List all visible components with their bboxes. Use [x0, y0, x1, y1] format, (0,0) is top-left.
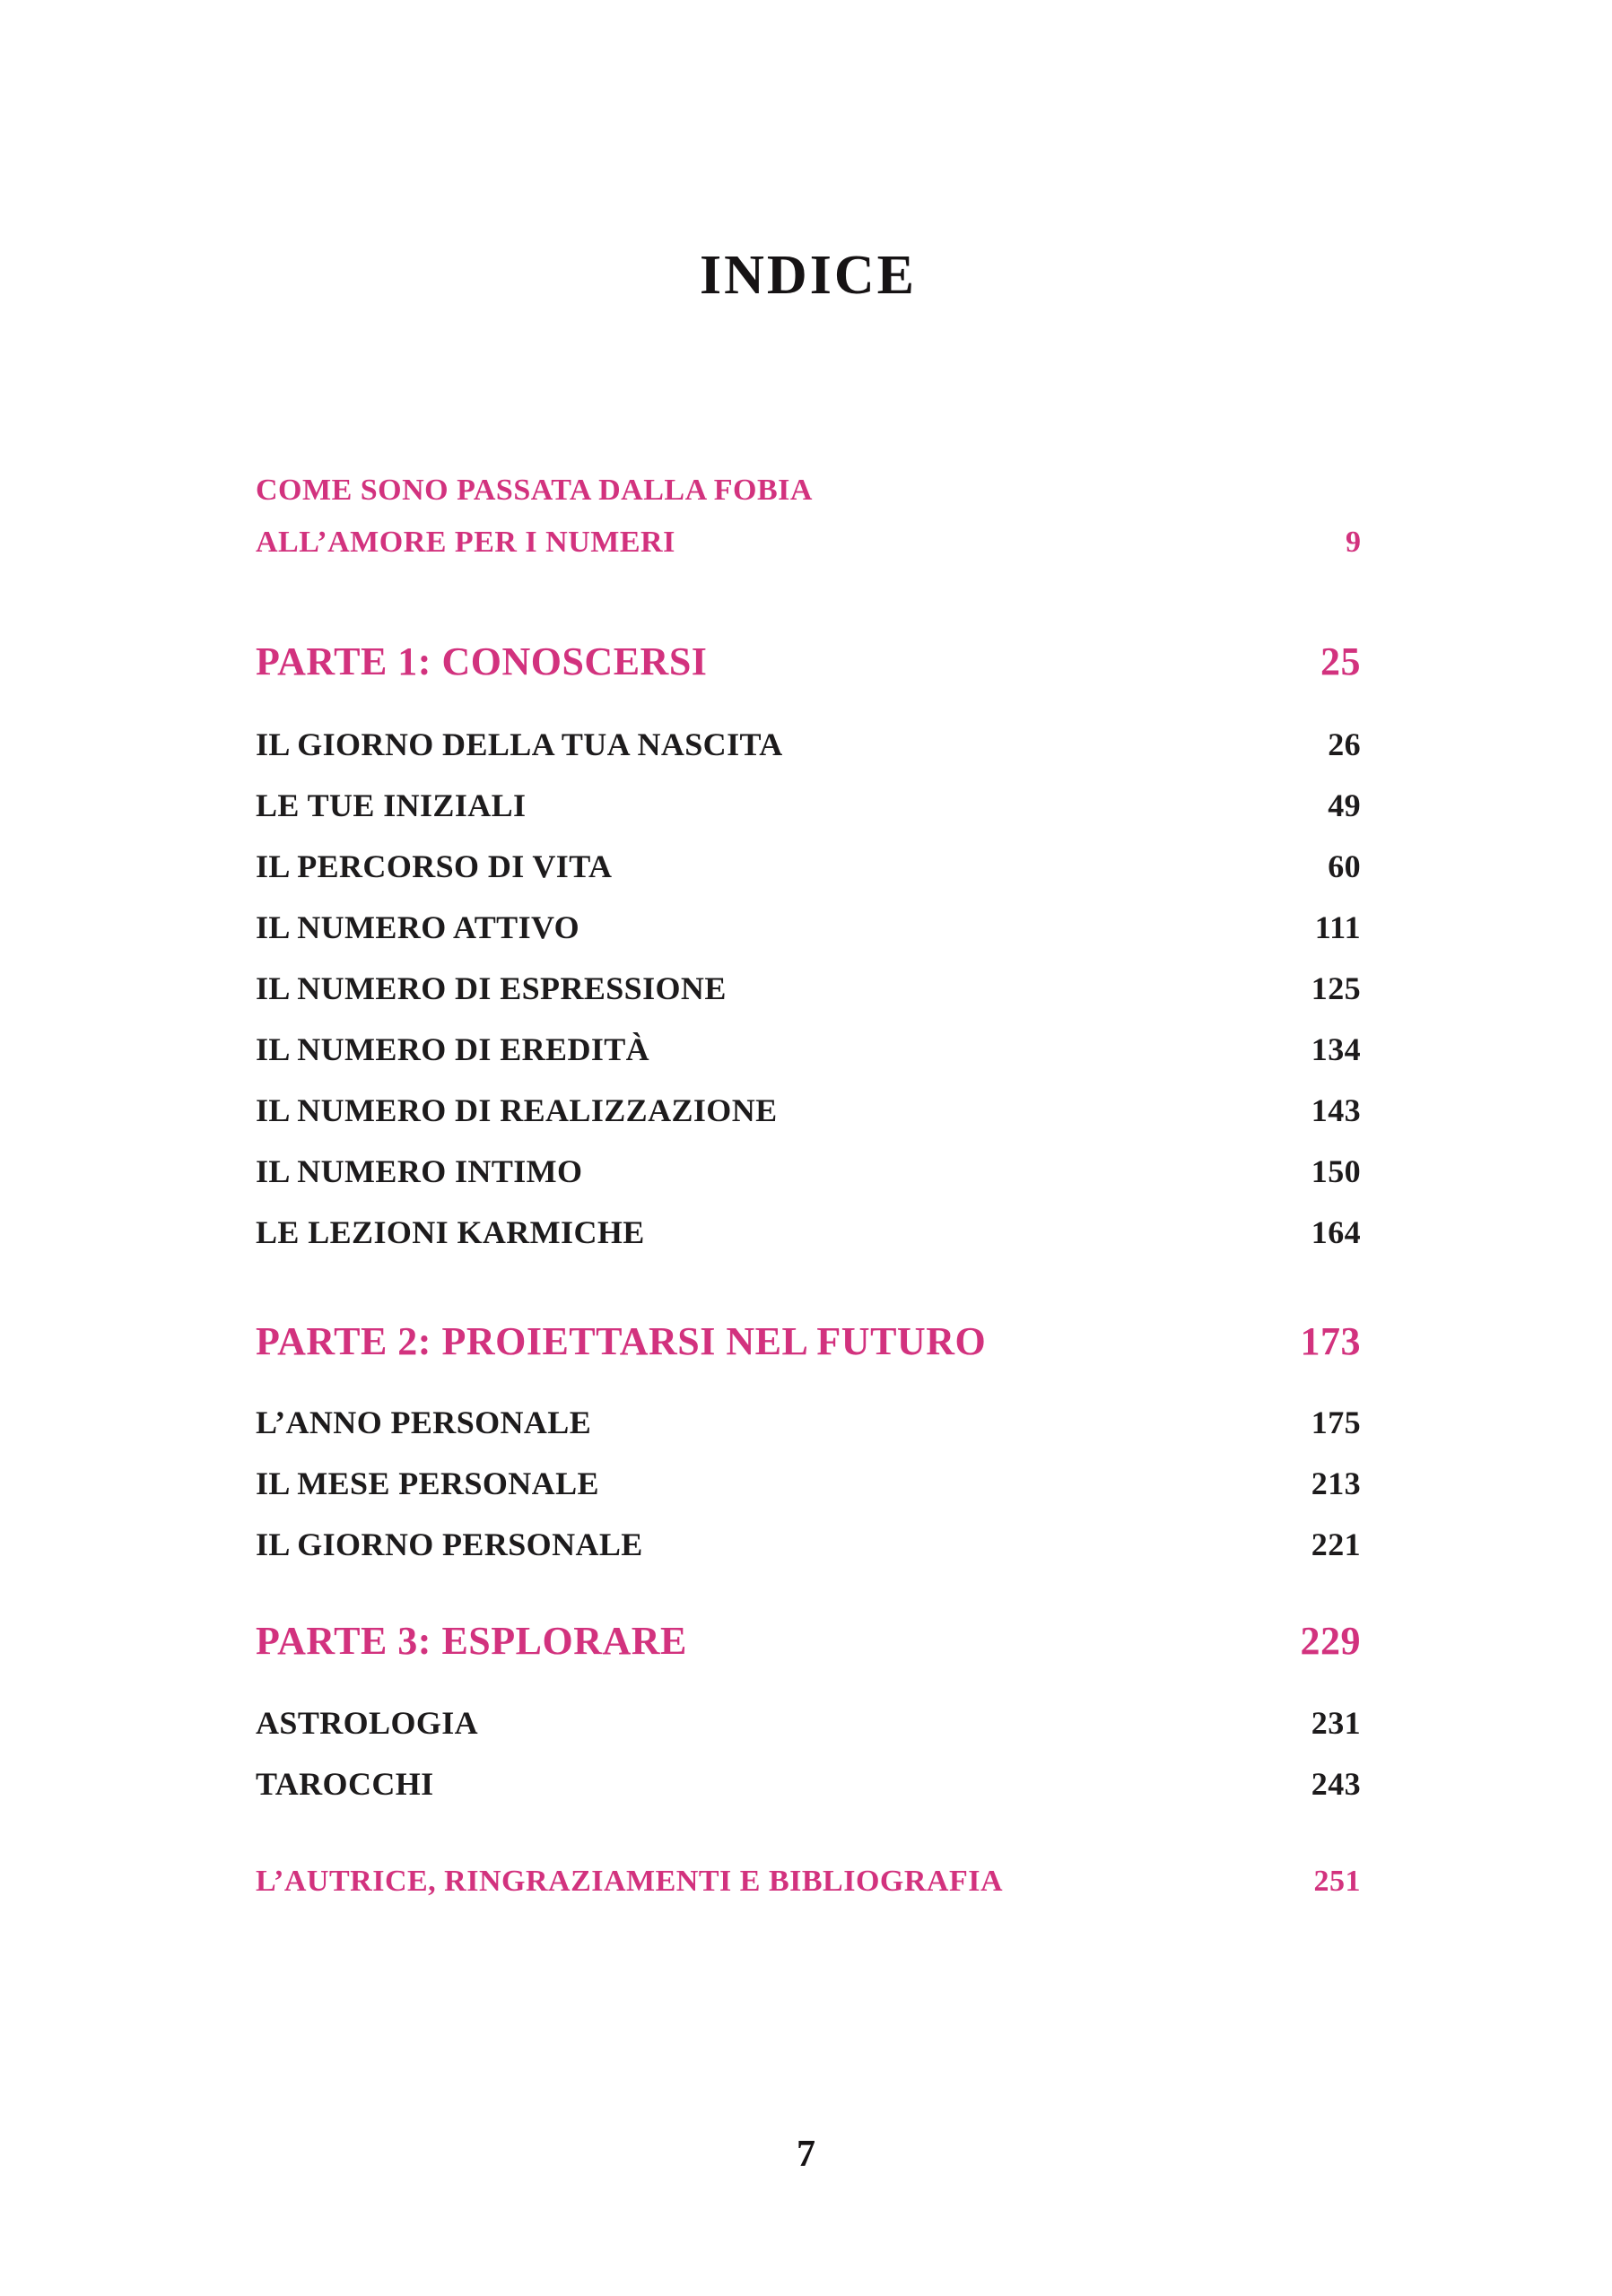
toc-entry — [256, 1019, 1361, 1080]
toc-entry — [256, 1514, 1361, 1575]
toc-entry-intro-label — [256, 465, 813, 569]
section-heading-page: 229 — [1300, 1619, 1361, 1663]
toc-entry-page: 175 — [1311, 1405, 1361, 1440]
section-heading-page: 25 — [1320, 639, 1361, 683]
section-items-parte-3 — [256, 1692, 1361, 1814]
section-heading-parte-1 — [256, 639, 1361, 683]
toc-entry-label: L’ANNO PERSONALE — [256, 1405, 592, 1440]
toc-entry-label: IL NUMERO DI REALIZZAZIONE — [256, 1092, 778, 1128]
toc-entry — [256, 1392, 1361, 1453]
footer-page-number: 7 — [797, 2134, 815, 2175]
toc-entry-page: 125 — [1311, 970, 1361, 1006]
page-title: INDICE — [700, 245, 917, 306]
toc-entry-label: L’AUTRICE, RINGRAZIAMENTI E BIBLIOGRAFIA — [256, 1865, 1003, 1898]
toc-entry — [256, 1202, 1361, 1263]
toc-entry — [256, 1453, 1361, 1514]
toc-entry-page: 213 — [1311, 1465, 1361, 1501]
toc-entry-page: 111 — [1314, 909, 1361, 945]
toc-entry-page: 221 — [1311, 1526, 1361, 1562]
toc-entry-intro-line-2: ALL’AMORE PER I NUMERI — [256, 526, 675, 559]
toc-entry-page: 49 — [1328, 787, 1361, 823]
section-heading-page: 173 — [1300, 1319, 1361, 1363]
toc-entry-page: 251 — [1313, 1865, 1361, 1898]
section-heading-label: PARTE 2: PROIETTARSI NEL FUTURO — [256, 1319, 987, 1363]
toc-entry — [256, 775, 1361, 836]
section-heading-parte-3 — [256, 1619, 1361, 1663]
toc-entry-label: IL GIORNO DELLA TUA NASCITA — [256, 726, 783, 762]
toc-entry-page: 26 — [1328, 726, 1361, 762]
toc-entry — [256, 1753, 1361, 1814]
toc-entry-label: ASTROLOGIA — [256, 1705, 479, 1741]
toc-entry — [256, 958, 1361, 1019]
toc-entry-intro-line-1: COME SONO PASSATA DALLA FOBIA — [256, 474, 813, 507]
toc-entry-label: IL GIORNO PERSONALE — [256, 1526, 643, 1562]
section-heading-label: PARTE 1: CONOSCERSI — [256, 639, 708, 683]
toc-entry-label: IL NUMERO DI ESPRESSIONE — [256, 970, 727, 1006]
toc-entry-page: 243 — [1311, 1766, 1361, 1802]
toc-entry-page: 231 — [1311, 1705, 1361, 1741]
toc-entry — [256, 1080, 1361, 1141]
toc-entry-page: 150 — [1311, 1153, 1361, 1189]
toc-entry — [256, 714, 1361, 775]
section-items-parte-2 — [256, 1392, 1361, 1575]
toc-entry-label: LE TUE INIZIALI — [256, 787, 527, 823]
toc-entry-label: IL NUMERO ATTIVO — [256, 909, 580, 945]
toc-entry-label: IL NUMERO DI EREDITÀ — [256, 1031, 650, 1067]
toc-entry — [256, 897, 1361, 958]
toc-entry-label: IL PERCORSO DI VITA — [256, 848, 613, 884]
section-items-parte-1 — [256, 714, 1361, 1263]
toc-content — [256, 0, 1361, 1897]
toc-entry-page: 134 — [1311, 1031, 1361, 1067]
toc-entry-label: TAROCCHI — [256, 1766, 434, 1802]
toc-entry — [256, 1692, 1361, 1753]
toc-entry-intro — [256, 465, 1361, 569]
toc-entry-closing — [256, 1866, 1361, 1897]
toc-entry-page: 164 — [1311, 1214, 1361, 1250]
toc-entry-label: IL MESE PERSONALE — [256, 1465, 599, 1501]
toc-entry-intro-page: 9 — [1346, 526, 1361, 559]
toc-entry-page: 60 — [1328, 848, 1361, 884]
toc-entry-label: IL NUMERO INTIMO — [256, 1153, 583, 1189]
toc-entry-label: LE LEZIONI KARMICHE — [256, 1214, 645, 1250]
section-heading-parte-2 — [256, 1319, 1361, 1363]
section-heading-label: PARTE 3: ESPLORARE — [256, 1619, 687, 1663]
toc-entry — [256, 1141, 1361, 1202]
toc-entry — [256, 836, 1361, 897]
toc-entry-page: 143 — [1311, 1092, 1361, 1128]
